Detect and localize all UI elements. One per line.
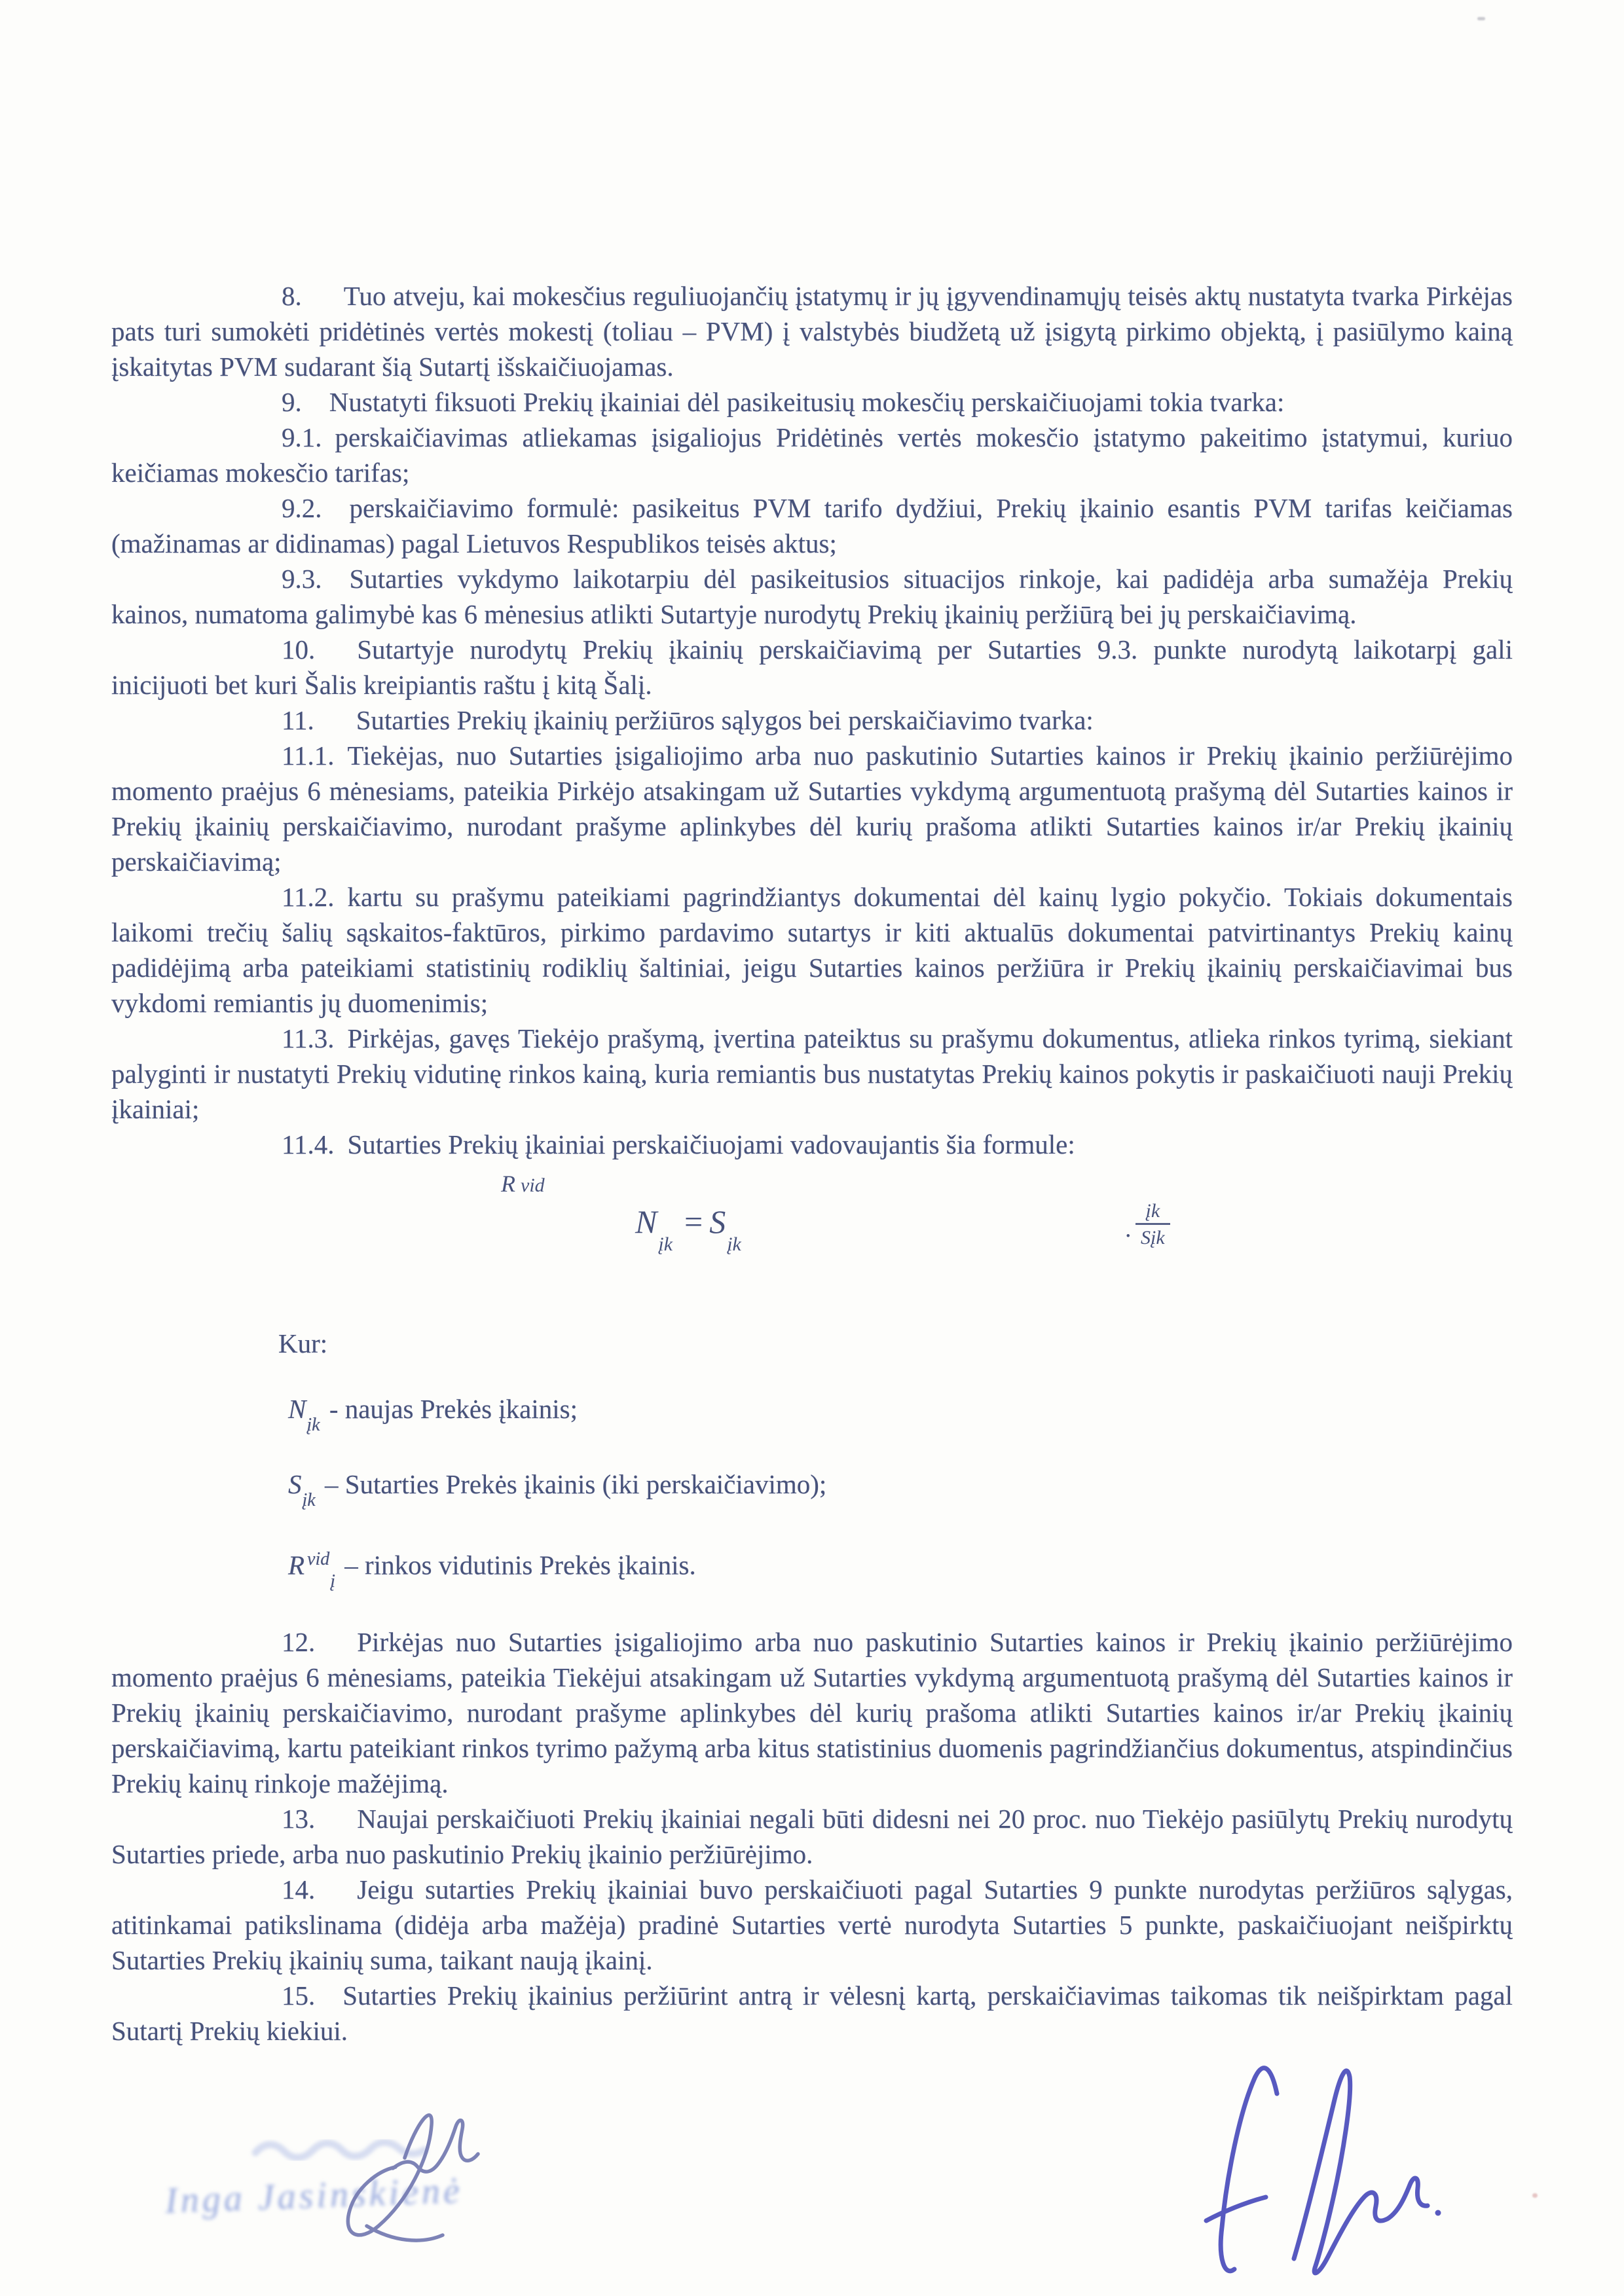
clause-9-2: [111, 490, 1513, 561]
clause-number: 11.2.: [282, 882, 335, 912]
clause-number: 14.: [282, 1874, 316, 1905]
faint-stamp-name: Inga Jasinskienė: [164, 2170, 464, 2221]
clause-11-1: [111, 738, 1513, 879]
clause-14: [111, 1872, 1513, 1978]
clause-number: 9.1.: [282, 422, 322, 452]
number-tab-gap: [302, 410, 329, 411]
definition-n-ik: [288, 1391, 1513, 1436]
clause-10: [111, 632, 1513, 702]
number-tab-gap: [334, 905, 347, 906]
formula-main-equation: [635, 1203, 741, 1255]
clause-13: [111, 1801, 1513, 1872]
signature-right: [1206, 2068, 1441, 2273]
where-label: Kur:: [278, 1328, 328, 1358]
formula-fraction-denominator: [1141, 1225, 1165, 1249]
clause-text: Jeigu sutarties Prekių įkainiai buvo perskaičiuoti pagal Sutarties 9 punkte nurodytas peržiūros sąlygas, atitinkamai patikslinama (didėja arba mažėja) pradinė Sutarties vertė nurodyta Sutarties 5 punkte, paskaičiuojant neišpirktų Sutarties Prekių įkainių suma, taikant naują įkainį.: [111, 1874, 1513, 1976]
clause-text: Sutartyje nurodytų Prekių įkainių perskaičiavimą per Sutarties 9.3. punkte nurodytą laikotarpį gali inicijuoti bet kuri Šalis kreipiantis raštu į kitą Šalį.: [111, 634, 1513, 700]
clause-number: 11.1.: [282, 740, 335, 771]
clause-number: 11.: [282, 705, 314, 735]
clause-text: Sutarties Prekių įkainių peržiūros sąlygos bei perskaičiavimo tvarka:: [356, 705, 1094, 735]
formula-fraction-numerator: įk: [1135, 1200, 1171, 1225]
clause-number: 9.3.: [282, 564, 322, 594]
formula-fraction-den-sub: įk: [1151, 1227, 1165, 1248]
clause-11-3: [111, 1021, 1513, 1127]
clause-number: 9.2.: [282, 493, 322, 523]
formula-fraction-stack: [1135, 1200, 1171, 1249]
definition-text: – rinkos vidutinis Prekės įkainis.: [338, 1550, 696, 1581]
number-tab-gap: [315, 1827, 357, 1828]
number-tab-gap: [334, 764, 347, 765]
formula-fraction-den-var: S: [1141, 1227, 1151, 1248]
formula-fraction-fragment: [1125, 1200, 1170, 1249]
formula-rhs-var: S: [709, 1203, 726, 1240]
definition-text: – Sutarties Prekės įkainis (iki perskaičiavimo);: [318, 1469, 827, 1500]
definition-subscript: įk: [302, 1490, 316, 1511]
clause-text: Sutarties Prekių įkainiai perskaičiuojami vadovaujantis šia formule:: [347, 1129, 1075, 1159]
clause-number: 9.: [282, 387, 302, 417]
clause-number: 15.: [282, 1980, 316, 2011]
clause-11-4: [111, 1127, 1513, 1162]
number-tab-gap: [315, 1650, 357, 1651]
clause-text: Tiekėjas, nuo Sutarties įsigaliojimo arba nuo paskutinio Sutarties kainos ir Prekių įkainio peržiūrėjimo momento praėjus 6 mėnesiams, pateikia Pirkėjo atsakingam už Sutarties vykdymą argumentuotą prašymą dėl Sutarties kainos ir Prekių įkainių perskaičiavimo, nurodant prašyme aplinkybes dėl kurių prašoma atlikti Sutarties kainos ir/ar Prekių įkainių perskaičiavimą;: [111, 740, 1513, 877]
number-tab-gap: [315, 658, 357, 659]
clause-number: 11.4.: [282, 1129, 335, 1159]
definition-subscript: įk: [306, 1415, 320, 1436]
definition-r-vid: [288, 1542, 1513, 1593]
clause-12: [111, 1624, 1513, 1801]
number-tab-gap: [302, 304, 344, 305]
clause-text: Naujai perskaičiuoti Prekių įkainiai negali būti didesni nei 20 proc. nuo Tiekėjo pasiūlytų Prekių nurodytų Sutarties priede, arba nuo paskutinio Prekių įkainio peržiūrėjimo.: [111, 1804, 1513, 1870]
formula-rhs-subscript: įk: [727, 1233, 741, 1255]
document-text-block: [111, 0, 1513, 2049]
definition-superscript: vid: [307, 1549, 330, 1570]
clause-9: [111, 384, 1513, 420]
formula-lhs-var: N: [635, 1203, 657, 1240]
faint-stamp-squiggle: [255, 2142, 424, 2157]
clause-8: [111, 278, 1513, 384]
number-tab-gap: [322, 587, 350, 588]
formula-r-superscript: vid: [521, 1175, 545, 1196]
clause-11-2: [111, 879, 1513, 1021]
number-tab-gap: [315, 2004, 342, 2005]
clause-text: Pirkėjas nuo Sutarties įsigaliojimo arba nuo paskutinio Sutarties kainos ir Prekių įkainio peržiūrėjimo momento praėjus 6 mėnesiams, pateikia Tiekėjui atsakingam už Sutarties vykdymą argumentuotą prašymą dėl Sutarties kainos ir Prekių įkainių perskaičiavimo, nurodant prašyme aplinkybes dėl kurių prašoma atlikti Sutarties kainos ir/ar Prekių įkainių perskaičiavimą, kartu pateikiant rinkos tyrimo pažymą arba kitus statistinius duomenis pagrindžiančius dokumentus, atspindinčius Prekių kainų rinkoje mažėjimą.: [111, 1627, 1513, 1799]
definition-symbol: R: [288, 1550, 305, 1581]
number-tab-gap: [334, 1153, 347, 1154]
clause-text: perskaičiavimo formulė: pasikeitus PVM tarifo dydžiui, Prekių įkainio esantis PVM tarifas keičiamas (mažinamas ar didinamas) pagal Lietuvos Respublikos teisės aktus;: [111, 493, 1513, 558]
clause-text: perskaičiavimas atliekamas įsigaliojus Pridėtinės vertės mokesčio įstatymo pakeitimo įstatymui, kuriuo keičiamas mokesčio tarifas;: [111, 422, 1513, 488]
formula-equals-sign: =: [684, 1203, 703, 1240]
definition-subscript: į: [330, 1571, 336, 1592]
clause-9-1: [111, 420, 1513, 490]
clause-number: 12.: [282, 1627, 316, 1658]
number-tab-gap: [334, 1047, 347, 1048]
clause-11: [111, 702, 1513, 738]
clause-text: Tuo atveju, kai mokesčius reguliuojančių įstatymų ir jų įgyvendinamųjų teisės aktų nustatyta tvarka Pirkėjas pats turi sumokėti pridėtinės vertės mokestį (toliau – PVM) į valstybės biudžetą už įsigytą pirkimo objektą, į pasiūlymo kainą įskaitytas PVM sudarant šią Sutartį išskaičiuojamas.: [111, 281, 1513, 382]
formula-r-var: R: [501, 1171, 515, 1197]
clause-text: Pirkėjas, gavęs Tiekėjo prašymą, įvertina pateiktus su prašymu dokumentus, atlieka rinkos tyrimą, siekiant palyginti ir nustatyti Prekių vidutinę rinkos kainą, kuria remiantis bus nustatytas Prekių kainos pokytis ir paskaičiuoti nauji Prekių įkainiai;: [111, 1023, 1513, 1124]
clause-number: 10.: [282, 634, 316, 665]
scan-speck: [1477, 17, 1485, 20]
clause-15: [111, 1978, 1513, 2049]
clause-number: 8.: [282, 281, 302, 311]
number-tab-gap: [315, 1898, 357, 1899]
definition-s-ik: [288, 1467, 1513, 1512]
price-recalculation-formula: [111, 1162, 1513, 1313]
definition-symbol: N: [288, 1394, 306, 1424]
scan-speck: [1532, 2193, 1538, 2198]
clause-9-3: [111, 561, 1513, 632]
definition-text: - naujas Prekės įkainis;: [322, 1394, 578, 1424]
definition-symbol: S: [288, 1469, 302, 1500]
formula-lhs-subscript: įk: [658, 1233, 673, 1255]
clause-number: 11.3.: [282, 1023, 335, 1053]
clause-text: Nustatyti fiksuoti Prekių įkainiai dėl pasikeitusių mokesčių perskaičiuojami tokia tvarka:: [329, 387, 1285, 417]
clause-text: Sutarties Prekių įkainius peržiūrint antrą ir vėlesnį kartą, perskaičiavimas taikomas tik neišpirktam pagal Sutartį Prekių kiekiui.: [111, 1980, 1513, 2047]
formula-r-vid-term: [501, 1170, 545, 1197]
clause-text: Sutarties vykdymo laikotarpiu dėl pasikeitusios situacijos rinkoje, kai padidėja arba sumažėja Prekių kainos, numatoma galimybė kas 6 mėnesius atlikti Sutartyje nurodytų Prekių įkainių peržiūrą bei jų perskaičiavimą.: [111, 564, 1513, 629]
formula-fraction-dot: .: [1125, 1215, 1132, 1243]
clause-text: kartu su prašymu pateikiami pagrindžiantys dokumentai dėl kainų lygio pokyčio. Tokiais dokumentais laikomi trečių šalių sąskaitos-faktūros, pirkimo pardavimo sutartys ir kiti aktualūs dokumentai patvirtinantys Prekių kainų padidėjimą arba pateikiami statistinių rodiklių šaltiniai, jeigu Sutarties kainos peržiūra ir Prekių įkainių perskaičiavimai bus vykdomi remiantis jų duomenimis;: [111, 882, 1513, 1018]
clause-number: 13.: [282, 1804, 316, 1834]
